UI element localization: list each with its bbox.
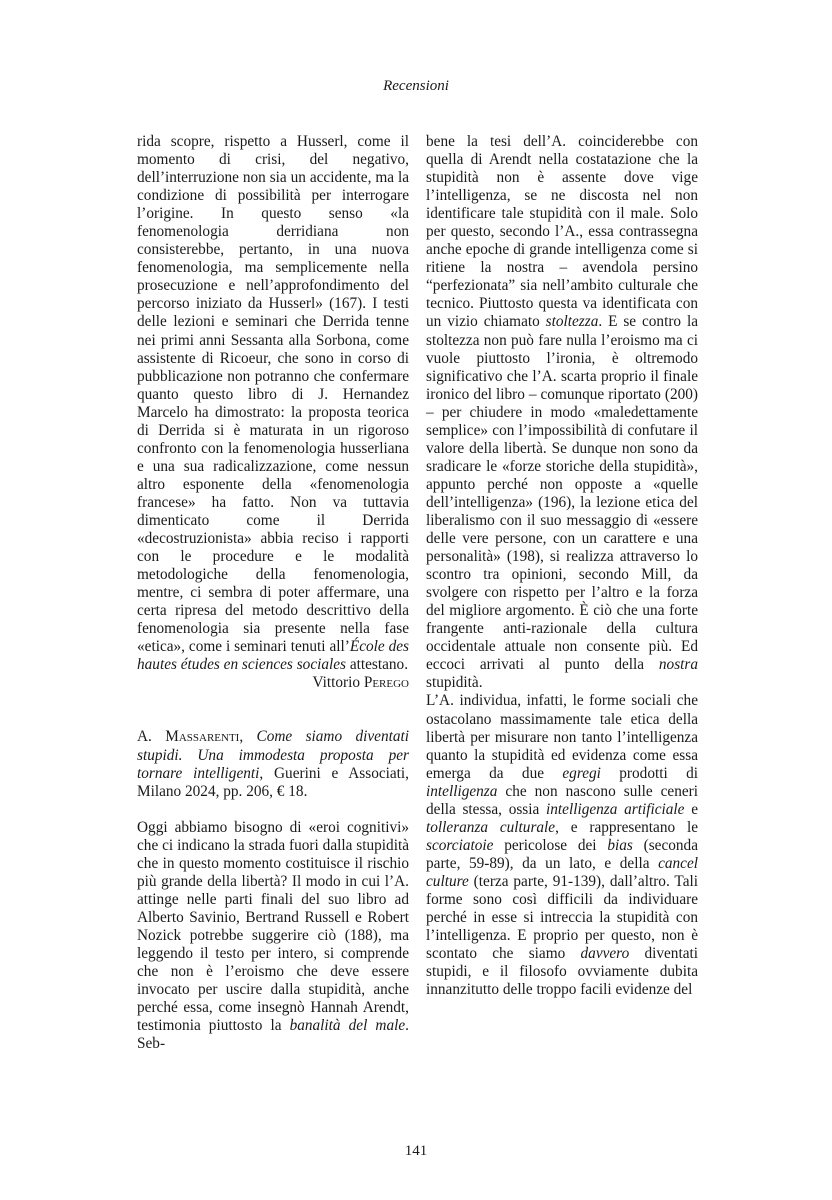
page-number: 141 bbox=[404, 1143, 428, 1159]
reviewer-signature: Vittorio Perego bbox=[312, 674, 409, 692]
running-title: Recensioni bbox=[383, 78, 449, 94]
left-column bbox=[137, 133, 409, 1053]
review-end-paragraph: rida scopre, rispetto a Husserl, come il momento di crisi, del negativo, dell’interruzione non sia un accidente, ma la condizione di possibilità per interrogare l’origine. In questo senso «la fenomenologia derridiana non consisterebbe, pertanto, in una nuova fenomenologia, ma semplicemente nella prosecuzione e nell’approfondimento del percorso iniziato da Husserl» (167). I testi delle lezioni e seminari che Derrida tenne nei primi anni Sessanta alla Sorbona, come assistente di Ricoeur, che sono in corso di pubblicazione non potranno che confermare quanto questo libro di J. Hernandez Marcelo ha dimostrato: la proposta teorica di Derrida si è maturata in un rigoroso confronto con la fenomenologia husserliana e una sua radicalizzazione, come nessun altro esponente della «fenomenologia francese» ha fatto. Non va tuttavia dimenticato come il Derrida «decostruzionista» abbia reciso i rapporti con le procedure e le modalità metodologiche della fenomenologia, mentre, ci sembra di poter affermare, una certa ripresa del metodo descrittivo della fenomenologia sia presente nella fase «etica», come i seminari tenuti all’École des hautes études en sciences sociales attestano. bbox=[137, 133, 409, 674]
review-paragraph: L’A. individua, infatti, le forme sociali che ostacolano massimamente tale etica della libertà per misurare non tanto l’intelligenza quanto la stupidità ed evidenza come essa emerga da due egregi prodotti di intelligenza che non nascono sulle ceneri della stessa, ossia intelligenza artificiale e tolleranza culturale, e rappresentano le scorciatoie pericolose dei bias (seconda parte, 59-89), da un lato, e della cancel culture (terza parte, 91-139), dall’altro. Tali forme sono così difficili da individuare perché in esse si intreccia la stupidità con l’intelligenza. E proprio per questo, non è scontato che siamo davvero diventati stupidi, e il filosofo ovviamente dubita innanzitutto delle troppo facili evidenze del bbox=[426, 692, 698, 999]
review-paragraph: Oggi abbiamo bisogno di «eroi cognitivi» che ci indicano la strada fuori dalla stupidità che in questo momento costituisce il rischio più grande della libertà? Il modo in cui l’A. attinge nelle parti finali del suo libro ad Alberto Savinio, Bertrand Russell e Robert Nozick potrebbe suggerire ciò (188), ma leggendo il testo per intero, si comprende che non è l’eroismo che deve essere invocato per uscire dalla stupidità, anche perché essa, come insegnò Hannah Arendt, testimonia piuttosto la banalità del male. Seb- bbox=[137, 818, 409, 1053]
review-paragraph: bene la tesi dell’A. coinciderebbe con quella di Arendt nella costatazione che la stupidità non è assente dove vige l’intelligenza, se ne discosta nel non identificare tale stupidità con il male. Solo per questo, secondo l’A., essa contrassegna anche epoche di grande intelligenza come si ritiene la nostra – avendola persino “perfezionata” sia nell’ambito culturale che tecnico. Piuttosto questa va identificata con un vizio chiamato stoltezza. E se contro la stoltezza non può fare nulla l’eroismo ma ci vuole piuttosto l’ironia, è oltremodo significativo che l’A. scarta proprio il finale ironico del libro – comunque riportato (200) – per chiudere in modo «maledettamente semplice» con l’impossibilità di confutare il valore della libertà. Se dunque non sono da sradicare le «forze storiche della stupidità», appunto perché non opposte a «quelle dell’intelligenza» (196), la lezione etica del liberalismo con il suo messaggio di «essere delle vere persone, con un carattere e una personalità» (198), si realizza attraverso lo scontro tra opinioni, secondo Mill, da svolgere con rispetto per l’altro e la forza del migliore argomento. È ciò che una forte frangente anti-razionale della cultura occidentale attuale non consente più. Ed eccoci arrivati al punto della nostra stupidità. bbox=[426, 133, 698, 692]
book-reference: A. Massarenti, Come siamo diventati stupidi. Una immodesta proposta per tornare intelligenti, Guerini e Associati, Milano 2024, pp. 206, € 18. bbox=[137, 728, 409, 800]
right-column bbox=[426, 133, 698, 999]
